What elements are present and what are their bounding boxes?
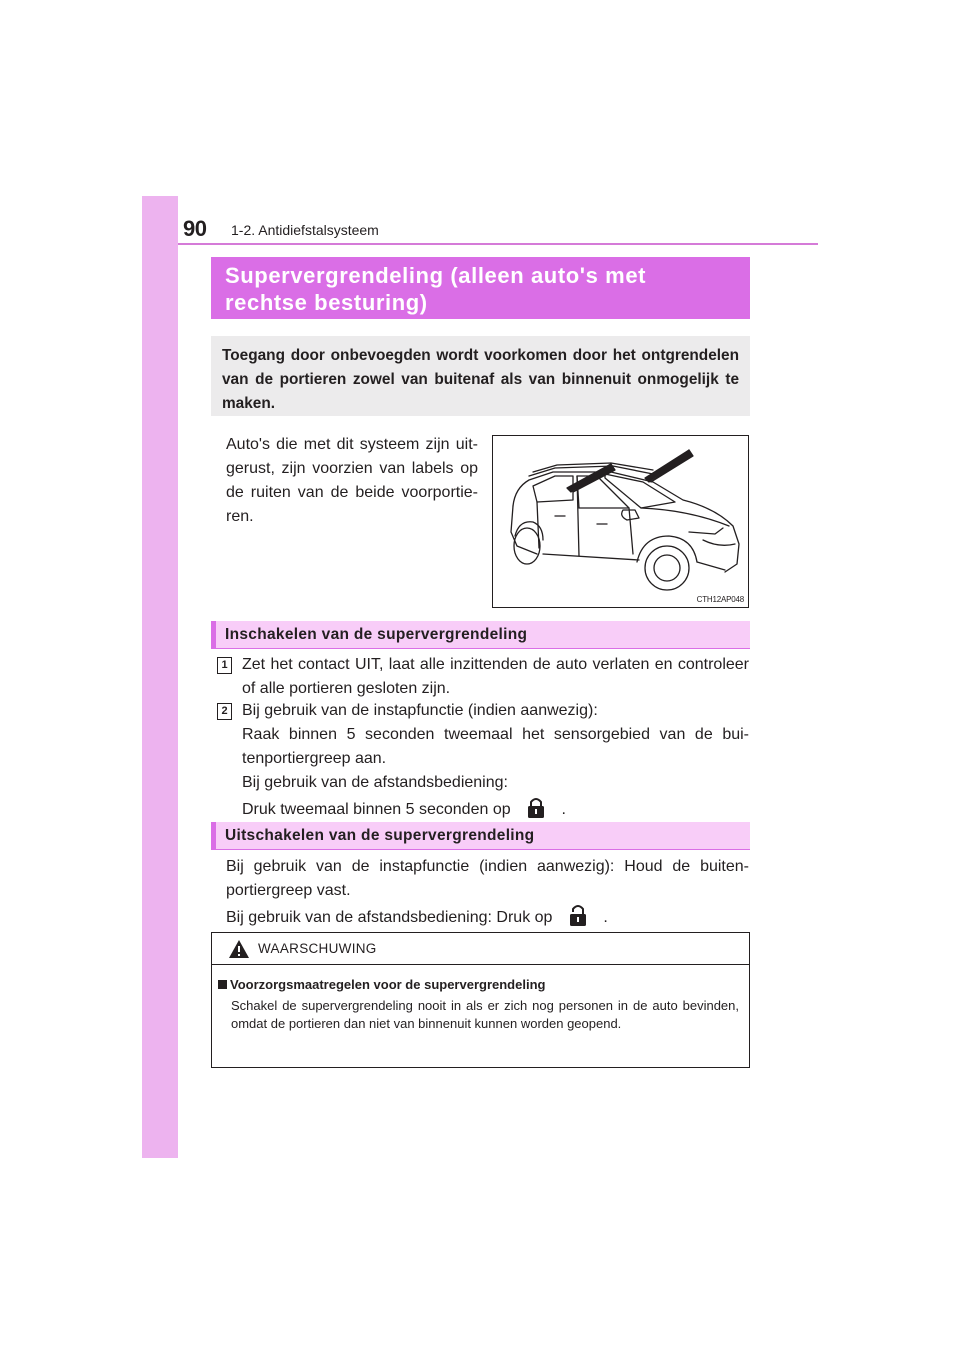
- warning-text: Schakel de supervergrendeling nooit in als er zich nog personen in de auto bevinden, omdat de portieren dan niet van binnenuit kunnen worden geopend.: [231, 998, 739, 1031]
- header-divider: [178, 243, 818, 245]
- section-header-deactivate: Uitschakelen van de supervergrendeling: [211, 822, 750, 850]
- deactivate-line2-end: .: [603, 909, 608, 926]
- section-title-line1: Supervergrendeling (alleen auto's met: [225, 263, 647, 288]
- section-title-line2: rechtse besturing): [225, 290, 428, 315]
- step-2-line4-end: .: [561, 801, 566, 818]
- car-drawing: [493, 436, 748, 607]
- deactivate-line2-text: Bij gebruik van de afstandsbediening: Druk op: [226, 909, 553, 926]
- warning-triangle-icon: [228, 939, 250, 959]
- intro-summary: Toegang door onbevoegden wordt voorkomen door het ontgrendelen van de portieren zowel van buitenaf als van binnenuit onmogelijk te maken.: [211, 336, 750, 416]
- step-2-line2: Raak binnen 5 seconden tweemaal het sensorgebied van de buitenportiergreep aan.: [242, 726, 749, 767]
- step-2-line4-text: Druk tweemaal binnen 5 seconden op: [242, 801, 511, 818]
- label-arrow-2: [645, 450, 693, 482]
- step-2-line1: Bij gebruik van de instapfunctie (indien aanwezig):: [242, 702, 598, 719]
- step-2-line4: [242, 795, 749, 822]
- warning-bullet: [218, 977, 545, 992]
- unlock-icon: [557, 903, 599, 927]
- warning-header: [212, 933, 749, 965]
- warning-bullet-title: Voorzorgsmaatregelen voor de supervergrendeling: [230, 977, 546, 992]
- page-number: 90: [183, 216, 207, 241]
- autos-label-text: Auto's die met dit systeem zijn uitgerust, zijn voorzien van labels op de ruiten van de beide voorportieren.: [226, 436, 478, 525]
- bullet-square-icon: [218, 980, 227, 989]
- step-2-text: [242, 699, 749, 822]
- lock-icon: [515, 795, 557, 819]
- section-header-activate: Inschakelen van de supervergrendeling: [211, 621, 750, 649]
- deactivate-line2: [226, 903, 749, 930]
- step-2-line3: Bij gebruik van de afstandsbediening:: [242, 774, 508, 791]
- deactivate-line1: Bij gebruik van de instapfunctie (indien aanwezig): Houd de buitenportiergreep vast.: [226, 858, 749, 899]
- section-title: [211, 257, 750, 319]
- step-number-1: 1: [217, 657, 232, 674]
- warning-title: WAARSCHUWING: [258, 941, 377, 956]
- chapter-side-tab: [142, 196, 178, 1158]
- chapter-title: 1-2. Antidiefstalsysteem: [231, 222, 379, 238]
- warning-box: [211, 932, 750, 1068]
- step-1-text: Zet het contact UIT, laat alle inzittenden de auto verlaten en controleer of alle portieren gesloten zijn.: [242, 656, 749, 697]
- figure-code: CTH12AP048: [696, 595, 744, 604]
- deactivate-text: [226, 855, 749, 930]
- car-illustration: [492, 435, 749, 608]
- step-number-2: 2: [217, 703, 232, 720]
- label-arrow-1: [567, 464, 615, 492]
